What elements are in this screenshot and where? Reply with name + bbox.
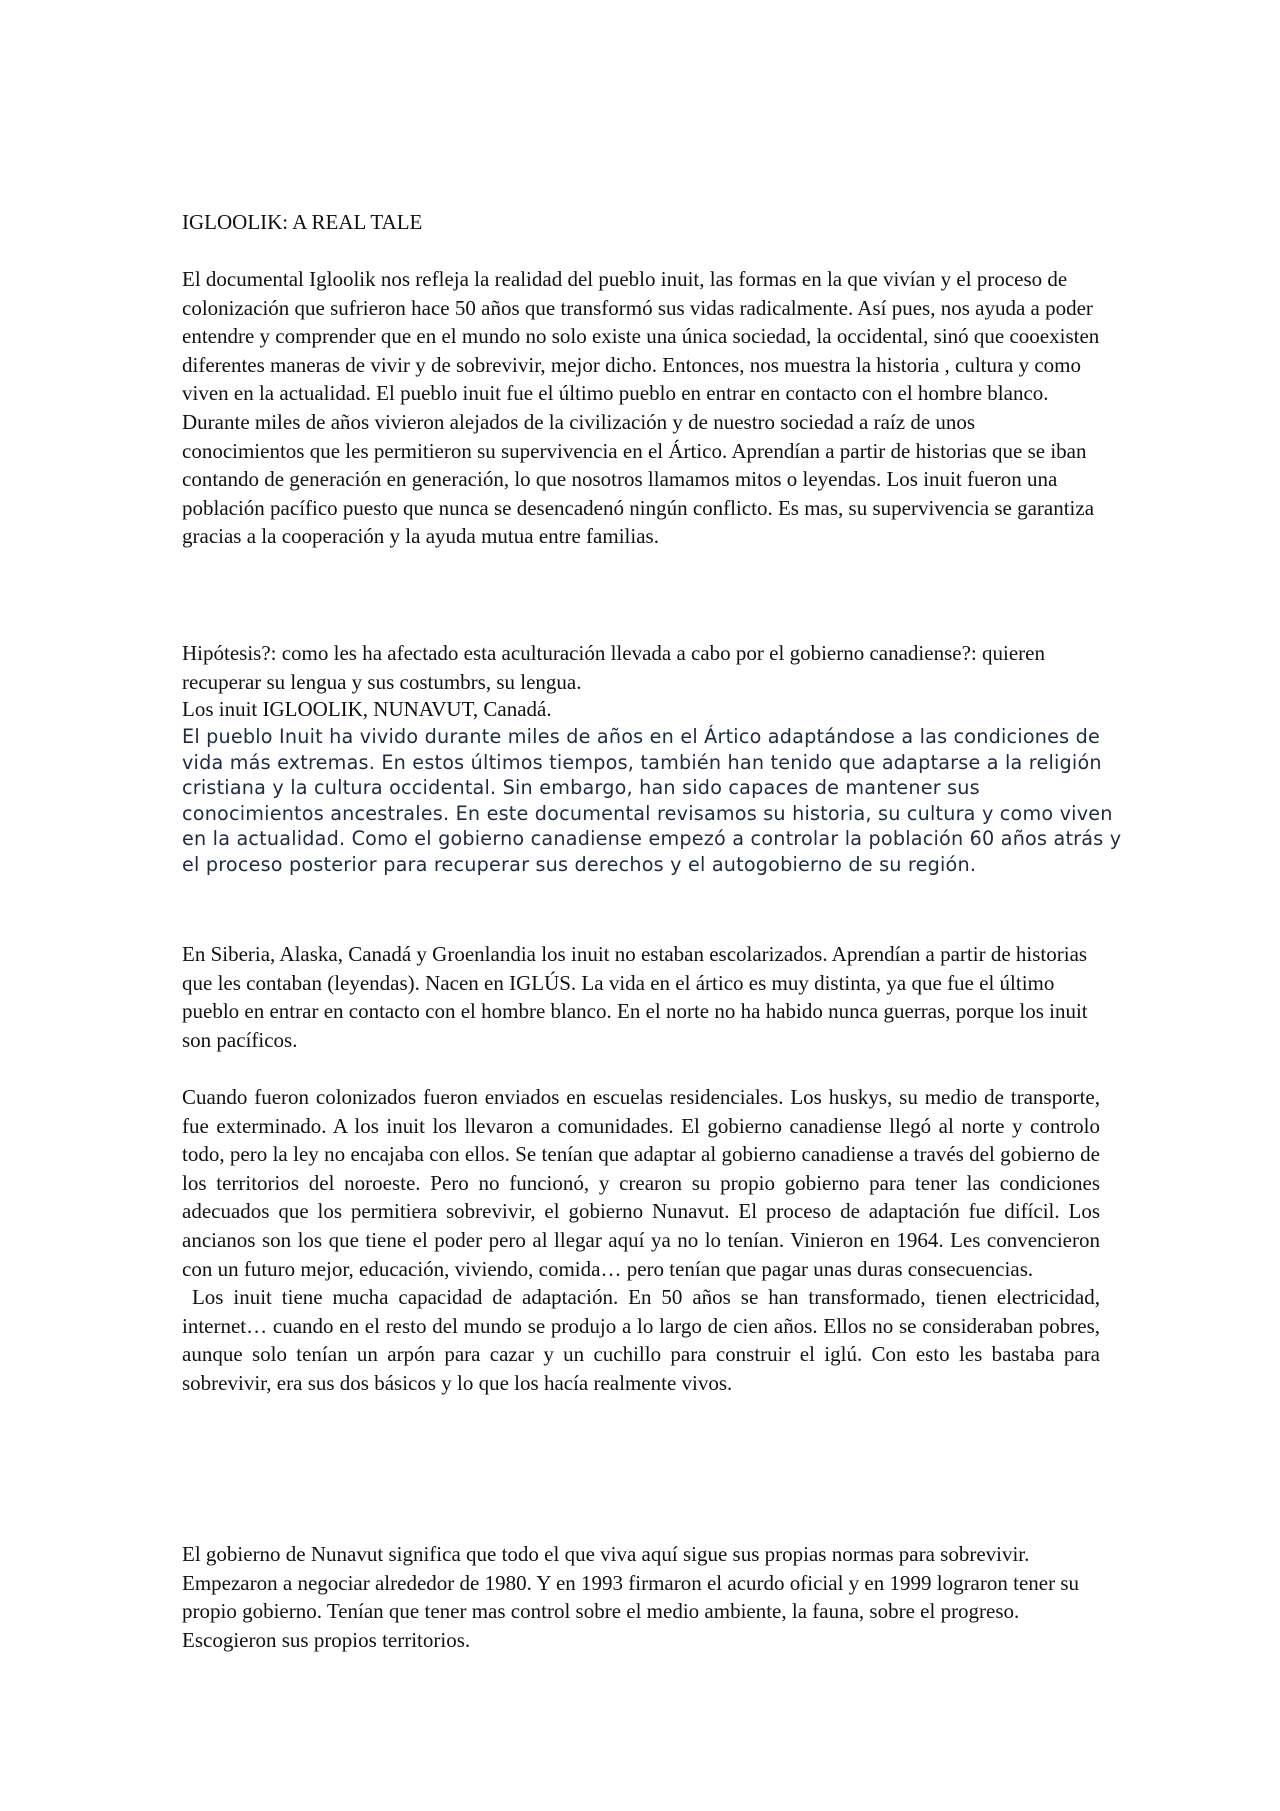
paragraph-colonization: Cuando fueron colonizados fueron enviados en escuelas residenciales. Los huskys, su medio de transporte, fue exterminado. A los inuit los llevaron a comunidades. El gobierno canadiense llegó al norte y controlo todo, pero la ley no encajaba con ellos. Se tenían que adaptar al gobierno canadiense a través del gobierno de los territorios del noroeste. Pero no funcionó, y crearon su propio gobierno para tener las condiciones adecuados que los permitiera sobrevivir, el gobierno Nunavut. El proceso de adaptación fue difícil. Los ancianos son los que tiene el poder pero al llegar aquí ya no lo tenían. Vinieron en 1964. Les convencieron con un futuro mejor, educación, viviendo, comida… pero tenían que pagar unas duras consecuencias. xyxy=(182,1085,1100,1281)
paragraph-intro: El documental Igloolik nos refleja la realidad del pueblo inuit, las formas en la que vivían y el proceso de colonización que sufrieron hace 50 años que transformó sus vidas radicalmente. Así pues, nos ayuda a poder entendre y comprender que en el mundo no solo existe una única sociedad, la occidental, sinó que cooexisten diferentes maneras de vivir y de sobrevivir, mejor dicho. Entonces, nos muestra la historia , cultura y como viven en la actualidad. El pueblo inuit fue el último pueblo en entrar en contacto con el hombre blanco. Durante miles de años vivieron alejados de la civilización y de nuestro sociedad a raíz de unos conocimientos que les permitieron su supervivencia en el Ártico. Aprendían a partir de historias que se iban contando de generación en generación, lo que nosotros llamamos mitos o leyendas. Los inuit fueron una población pacífico puesto que nunca se desencadenó ningún conflicto. Es mas, su supervivencia se garantiza gracias a la cooperación y la ayuda mutua entre familias. xyxy=(182,267,1100,549)
paragraph-hypothesis: Hipótesis?: como les ha afectado esta aculturación llevada a cabo por el gobierno canadiense?: quieren recuperar su lengua y sus costumbrs, su lengua. xyxy=(182,641,1045,694)
paragraph-regions: En Siberia, Alaska, Canadá y Groenlandia los inuit no estaban escolarizados. Aprendían a partir de historias que les contaban (leyendas). Nacen en IGLÚS. La vida en el ártico es muy distinta, ya que fue el último pueblo en entrar en contacto con el hombre blanco. En el norte no ha habido nunca guerras, porque los inuit son pacíficos. xyxy=(182,942,1088,1052)
paragraph-synopsis: El pueblo Inuit ha vivido durante miles de años en el Ártico adaptándose a las condiciones de vida más extremas. En estos últimos tiempos, también han tenido que adaptarse a la religión cristiana y la cultura occidental. Sin embargo, han sido capaces de mantener sus conocimientos ancestrales. En este documental revisamos su historia, su cultura y como viven en la actualidad. Como el gobierno canadiense empezó a controlar la población 60 años atrás y el proceso posterior para recuperar sus derechos y el autogobierno de su región. xyxy=(182,725,1122,876)
document-title: IGLOOLIK: A REAL TALE xyxy=(182,210,423,234)
paragraph-colonization-group xyxy=(182,1083,1106,1398)
paragraph-location: Los inuit IGLOOLIK, NUNAVUT, Canadá. xyxy=(182,697,552,721)
paragraph-nunavut: El gobierno de Nunavut significa que todo el que viva aquí sigue sus propias normas para sobrevivir. Empezaron a negociar alrededor de 1980. Y en 1993 firmaron el acurdo oficial y en 1999 lograron tener su propio gobierno. Tenían que tener mas control sobre el medio ambiente, la fauna, sobre el progreso. Escogieron sus propios territorios. xyxy=(182,1542,1080,1652)
paragraph-adaptation: Los inuit tiene mucha capacidad de adaptación. En 50 años se han transformado, tienen electricidad, internet… cuando en el resto del mundo se produjo a lo largo de cien años. Ellos no se consideraban pobres, aunque solo tenían un arpón para cazar y un cuchillo para construir el iglú. Con esto les bastaba para sobrevivir, era sus dos básicos y lo que los hacía realmente vivos. xyxy=(182,1285,1106,1395)
